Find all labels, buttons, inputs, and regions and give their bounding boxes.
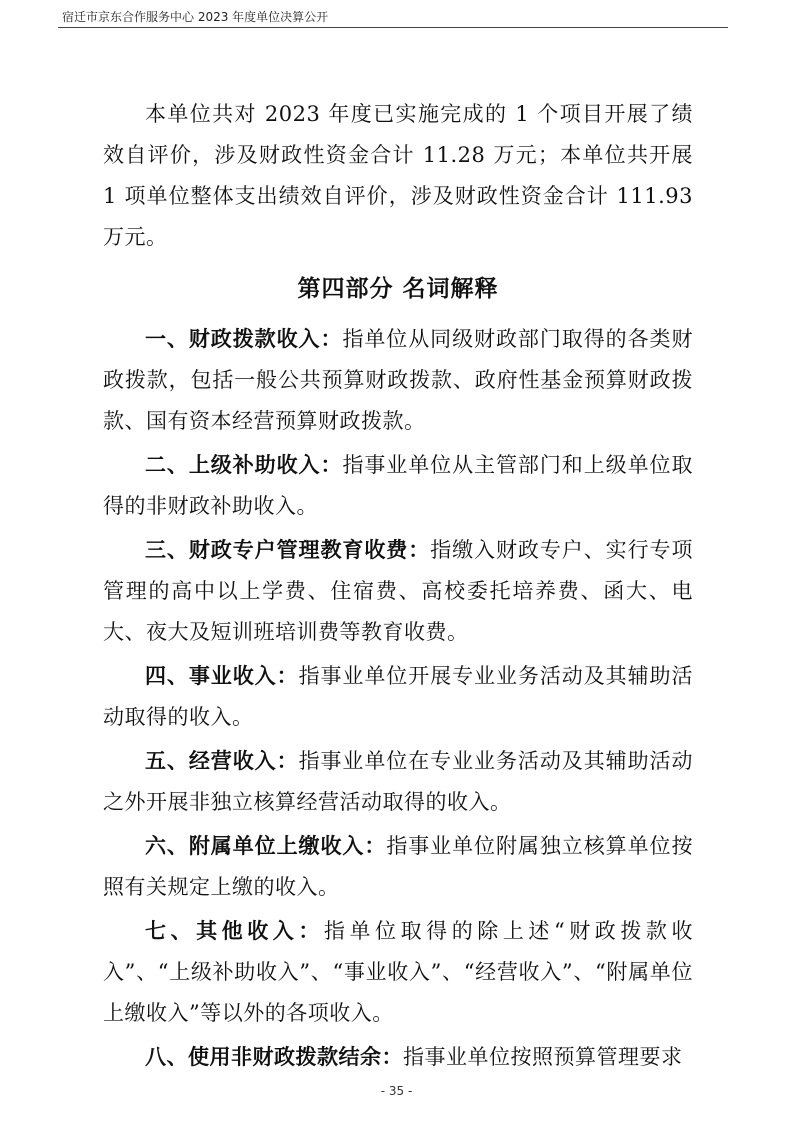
definition-item [103, 319, 693, 442]
definition-item [103, 911, 693, 1034]
definition-item [103, 445, 693, 527]
definition-text: 指事业单位开展专业业务活动及其辅助活动取得的收入。 [103, 664, 693, 729]
definition-term: 四、事业收入： [145, 664, 299, 688]
definition-term: 五、经营收入： [145, 749, 299, 773]
definition-text: 指事业单位附属独立核算单位按照有关规定上缴的收入。 [103, 834, 693, 899]
document-header: 宿迁市京东合作服务中心 2023 年度单位决算公开 [62, 10, 329, 24]
definition-text: 指单位取得的除上述“财政拨款收入”、“上级补助收入”、“事业收入”、“经营收入”、“附属单位上缴收入”等以外的各项收入。 [103, 919, 693, 1025]
definition-text: 指缴入财政专户、实行专项管理的高中以上学费、住宿费、高校委托培养费、函大、电大、夜大及短训班培训费等教育收费。 [103, 538, 693, 644]
definition-term: 七、其他收入： [145, 919, 324, 943]
definition-term: 三、财政专户管理教育收费： [145, 538, 431, 562]
definition-item [103, 530, 693, 653]
definition-term: 八、使用非财政拨款结余： [145, 1045, 403, 1069]
definition-text: 指事业单位按照预算管理要求 [403, 1045, 683, 1069]
header-divider [58, 27, 728, 28]
definition-term: 一、财政拨款收入： [145, 327, 343, 351]
document-body [103, 94, 693, 1081]
intro-paragraph: 本单位共对 2023 年度已实施完成的 1 个项目开展了绩效自评价，涉及财政性资金合计 11.28 万元；本单位共开展 1 项单位整体支出绩效自评价，涉及财政性资金合计 111.93 万元。 [103, 102, 693, 249]
definition-text: 指单位从同级财政部门取得的各类财政拨款，包括一般公共预算财政拨款、政府性基金预算财政拨款、国有资本经营预算财政拨款。 [103, 327, 693, 433]
page-number: - 35 - [380, 1084, 413, 1098]
definition-text: 指事业单位从主管部门和上级单位取得的非财政补助收入。 [103, 453, 693, 518]
definition-term: 二、上级补助收入： [145, 453, 343, 477]
definition-item [103, 1037, 693, 1078]
definition-item [103, 656, 693, 738]
definition-item [103, 741, 693, 823]
definition-item [103, 826, 693, 908]
section-title: 第四部分 名词解释 [297, 276, 499, 302]
definition-text: 指事业单位在专业业务活动及其辅助活动之外开展非独立核算经营活动取得的收入。 [103, 749, 693, 814]
definition-term: 六、附属单位上缴收入： [145, 834, 387, 858]
